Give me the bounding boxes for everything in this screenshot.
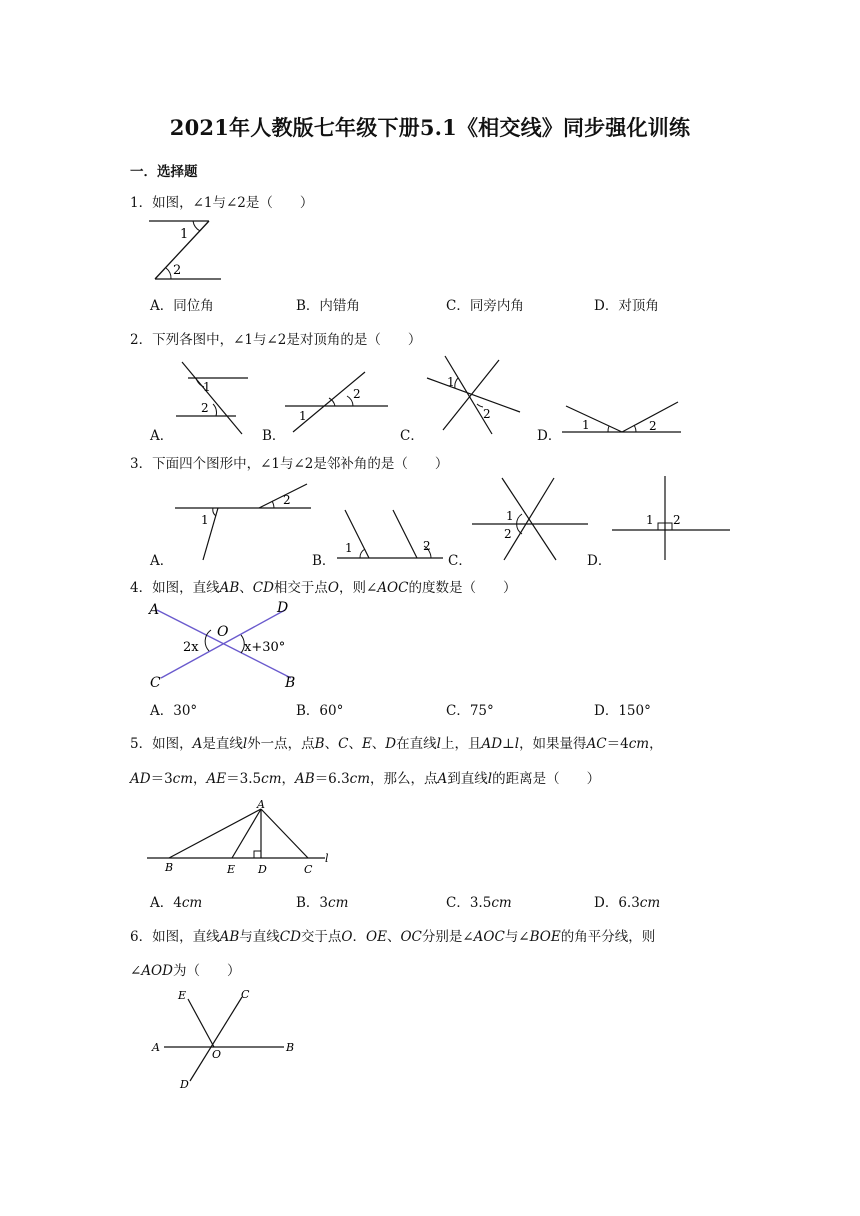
- section-heading: 一．选择题: [130, 164, 198, 180]
- svg-text:x+30°: x+30°: [244, 640, 286, 655]
- svg-text:1: 1: [447, 375, 455, 389]
- q3-stem: 3．下面四个图形中，∠1与∠2是邻补角的是（ ）: [130, 456, 449, 472]
- svg-text:1: 1: [203, 380, 211, 394]
- svg-text:O: O: [217, 624, 229, 640]
- q3-option-b[interactable]: B．: [312, 553, 336, 569]
- q4-option-d[interactable]: D．150°: [594, 703, 651, 719]
- svg-text:B: B: [286, 1041, 295, 1054]
- svg-text:1: 1: [201, 513, 209, 527]
- q6-stem-line2: ∠AOD为（ ）: [130, 963, 241, 979]
- q3-option-d[interactable]: D．: [587, 553, 612, 569]
- q5-option-b[interactable]: B．3cm: [296, 895, 349, 911]
- svg-text:C: C: [241, 988, 250, 1001]
- q2-figure-b: [285, 368, 389, 434]
- svg-text:2: 2: [673, 513, 681, 527]
- svg-text:2: 2: [283, 493, 291, 507]
- svg-text:D: D: [258, 863, 267, 876]
- svg-text:1: 1: [299, 409, 307, 423]
- q4-stem: 4．如图，直线AB、CD相交于点O，则∠AOC的度数是（ ）: [130, 580, 517, 596]
- svg-text:2: 2: [649, 419, 657, 433]
- q5-stem-line1: 5．如图，A是直线l外一点，点B、C、E、D在直线l上，且AD⊥l，如果量得AC＝4cm，: [130, 736, 663, 752]
- svg-text:B: B: [285, 675, 296, 691]
- svg-text:1: 1: [345, 541, 353, 555]
- q2-figure-c: [425, 354, 521, 436]
- svg-text:1: 1: [506, 509, 514, 523]
- q5-option-d[interactable]: D．6.3cm: [594, 895, 661, 911]
- q1-angle-label-2: 2: [173, 263, 182, 278]
- svg-text:C: C: [150, 675, 161, 691]
- svg-text:D: D: [277, 600, 289, 616]
- svg-text:2: 2: [353, 387, 361, 401]
- q5-figure: [145, 797, 345, 879]
- svg-text:2: 2: [201, 401, 209, 415]
- q1-option-b[interactable]: B．内错角: [296, 298, 360, 314]
- q1-option-a[interactable]: A．同位角: [150, 298, 214, 314]
- q6-figure: [148, 985, 308, 1093]
- svg-text:B: B: [165, 861, 174, 874]
- svg-text:D: D: [180, 1078, 189, 1091]
- q4-option-a[interactable]: A．30°: [150, 703, 198, 719]
- q6-stem-line1: 6．如图，直线AB与直线CD交于点O．OE、OC分别是∠AOC与∠BOE的角平分线，则: [130, 929, 656, 945]
- svg-text:l: l: [325, 852, 329, 865]
- svg-text:A: A: [257, 798, 265, 811]
- q3-figure-a: [173, 478, 313, 562]
- q4-figure: [145, 598, 305, 690]
- q3-figure-c: [470, 476, 590, 562]
- q2-figure-d: [560, 382, 682, 434]
- q1-angle-label-1: 1: [180, 227, 189, 242]
- q5-option-a[interactable]: A．4cm: [150, 895, 203, 911]
- page-title: 2021年人教版七年级下册5.1《相交线》同步强化训练: [169, 115, 691, 140]
- q1-option-c[interactable]: C．同旁内角: [446, 298, 524, 314]
- q3-option-c[interactable]: C．: [448, 553, 472, 569]
- q3-figure-b: [335, 508, 445, 560]
- q3-figure-d: [610, 474, 732, 562]
- q2-figure-a: [170, 360, 250, 436]
- q5-stem-line2: AD＝3cm，AE＝3.5cm，AB＝6.3cm，那么，点A到直线l的距离是（ ）: [130, 771, 601, 787]
- q4-option-b[interactable]: B．60°: [296, 703, 344, 719]
- q1-option-d[interactable]: D．对顶角: [594, 298, 659, 314]
- q2-option-d[interactable]: D．: [537, 428, 562, 444]
- q1-stem: 1．如图，∠1与∠2是（ ）: [130, 195, 314, 211]
- svg-text:O: O: [212, 1048, 222, 1061]
- q5-option-c[interactable]: C．3.5cm: [446, 895, 512, 911]
- q2-option-c[interactable]: C．: [400, 428, 424, 444]
- svg-text:E: E: [227, 863, 236, 876]
- q2-option-b[interactable]: B．: [262, 428, 286, 444]
- svg-text:2: 2: [504, 527, 512, 541]
- svg-text:E: E: [178, 989, 187, 1002]
- q3-option-a[interactable]: A．: [150, 553, 174, 569]
- svg-text:A: A: [149, 602, 160, 618]
- svg-text:C: C: [304, 863, 313, 876]
- q4-option-c[interactable]: C．75°: [446, 703, 494, 719]
- svg-text:1: 1: [582, 418, 590, 432]
- q1-figure: [145, 218, 225, 283]
- q2-option-a[interactable]: A．: [150, 428, 174, 444]
- svg-text:2x: 2x: [183, 640, 199, 655]
- svg-text:2: 2: [423, 539, 431, 553]
- q2-stem: 2．下列各图中，∠1与∠2是对顶角的是（ ）: [130, 332, 422, 348]
- svg-text:A: A: [152, 1041, 160, 1054]
- svg-text:2: 2: [483, 407, 491, 421]
- svg-text:1: 1: [646, 513, 654, 527]
